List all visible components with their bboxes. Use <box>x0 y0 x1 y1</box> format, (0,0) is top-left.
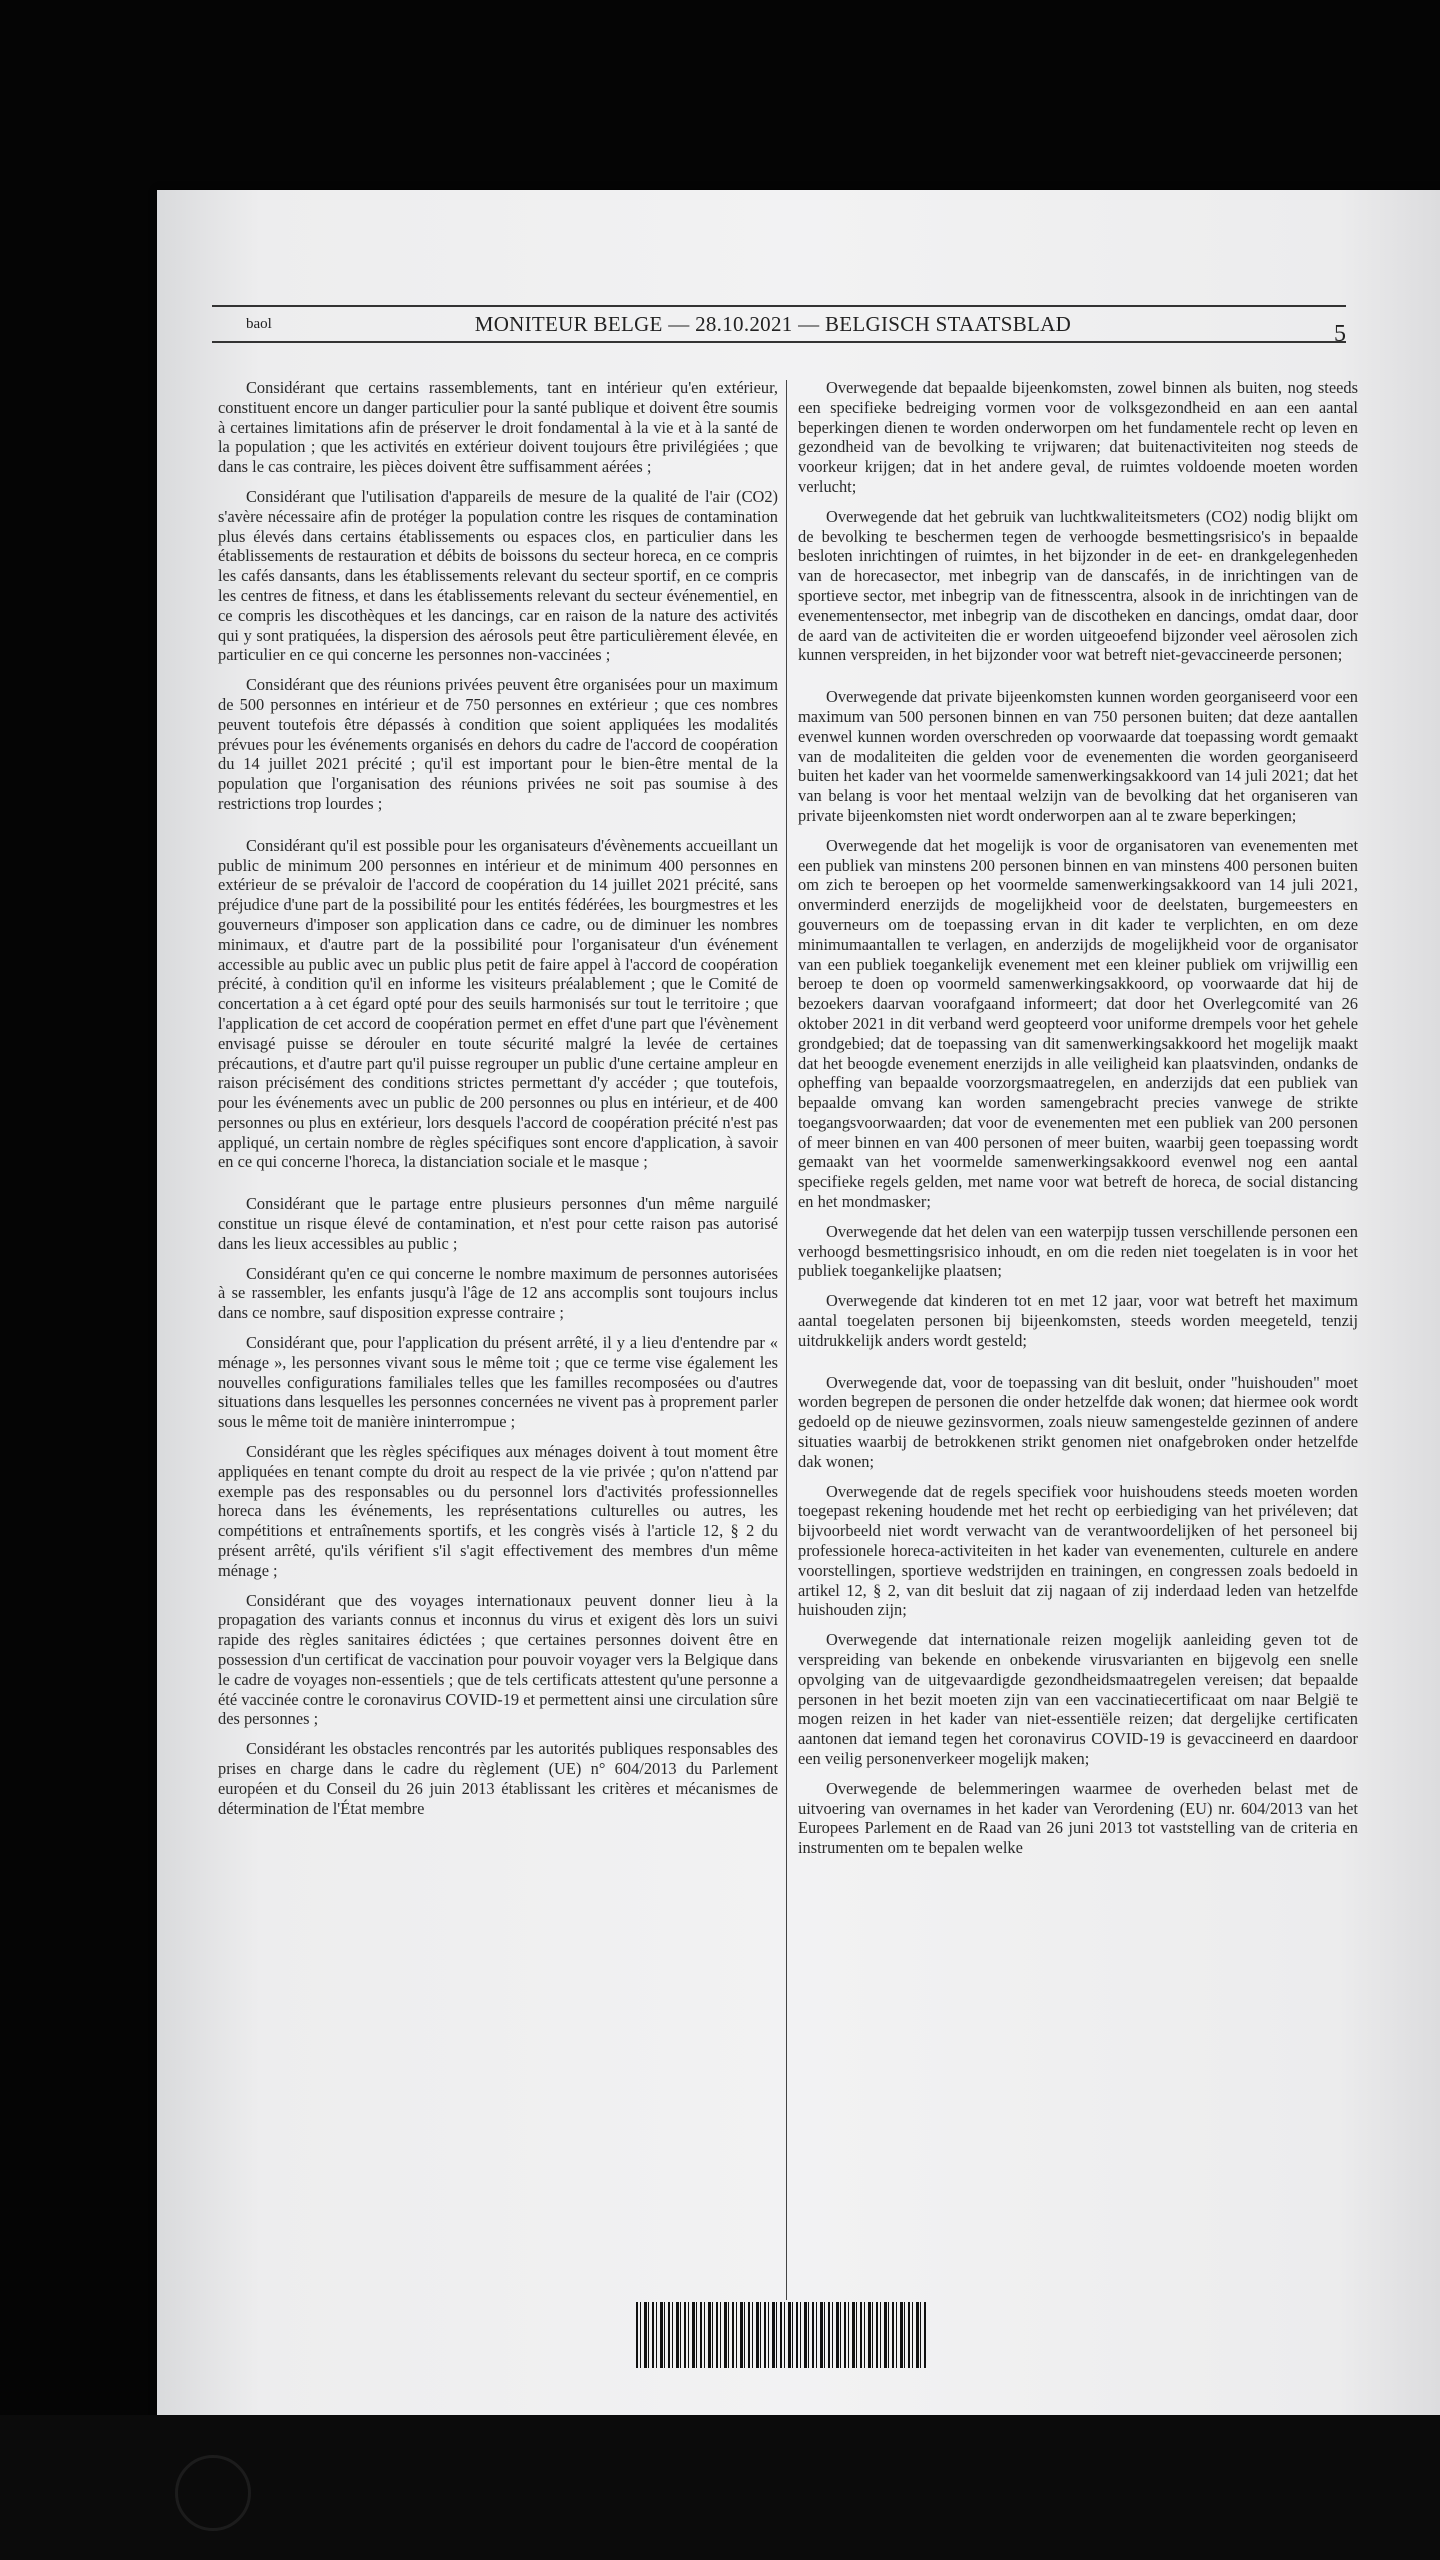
publication-title: MONITEUR BELGE — 28.10.2021 — BELGISCH STAATSBLAD <box>474 311 1072 336</box>
page-number: 5 <box>1334 320 1346 347</box>
fr-paragraph-8: Considérant que les règles spécifiques aux ménages doivent à tout moment être appliquées en tenant compte du droit au respect de la vie privée ; qu'on n'attend par exemple pas des responsables ou du personnel lors d'activités professionnelles horeca dans les événements, les représentations culturelles ou autres, les compétitions et entraînements sportifs, et les congrès visés à l'article 12, § 2 du présent arrêté, qu'ils vérifient s'il s'agit effectivement des membres d'un même ménage ; <box>218 1442 778 1580</box>
fr-paragraph-10: Considérant les obstacles rencontrés par les autorités publiques responsables des prises en charge dans le cadre du règlement (UE) n° 604/2013 du Parlement européen et du Conseil du 26 juin 2013 établissant les critères et mécanismes de détermination de l'État membre <box>218 1739 778 1818</box>
fr-paragraph-5: Considérant que le partage entre plusieurs personnes d'un même narguilé constitue un risque élevé de contamination, et n'est pour cette raison pas autorisé dans les lieux accessibles au public ; <box>218 1194 778 1253</box>
nl-paragraph-9: Overwegende dat internationale reizen mogelijk aanleiding geven tot de verspreiding van bekende en onbekende virusvarianten en bijgevolg een snelle opvolging van de uitgevaardigde gezondheidsmaatregelen vereisen; dat bepaalde personen in het bezit moeten zijn van een vaccinatiecertificaat om naar België te mogen reizen in het kader van niet-essentiële reizen; dat dergelijke certificaten aantonen dat iemand tegen het coronavirus COVID-19 is gevaccineerd en daardoor een veilig personenverkeer mogelijk maken; <box>798 1630 1358 1768</box>
nl-paragraph-8: Overwegende dat de regels specifiek voor huishoudens steeds moeten worden toegepast rekening houdende met het recht op eerbiediging van het privéleven; dat bijvoorbeeld niet wordt verwacht van de verantwoordelijken of het personeel bij professionele horeca-activiteiten in het kader van evenementen, culturele en andere voorstellingen, sportieve wedstrijden en trainingen, en congressen zoals bedoeld in artikel 12, § 2, van dit besluit dat zij nagaan of zij inderdaad leden van hetzelfde huishouden zijn; <box>798 1481 1358 1620</box>
header-left-mark: baol <box>246 315 272 332</box>
fr-paragraph-2: Considérant que l'utilisation d'appareils de mesure de la qualité de l'air (CO2) s'avère nécessaire afin de protéger la population contre les risques de contamination plus élevés dans certains établissements ou espaces clos, en particulier dans les établissements de restauration et débits de boissons du secteur horeca, en ce compris les cafés dansants, dans les établissements relevant du secteur sportif, en ce compris les centres de fitness, et dans les établissements relevant du secteur événementiel, en ce compris les discothèques et les dancings, car en raison de la nature des activités qui y sont pratiquées, la dispersion des aérosols peut être particulièrement élevée, en particulier en ce qui concerne les personnes non-vaccinées ; <box>218 486 778 665</box>
fr-paragraph-1: Considérant que certains rassemblements, tant en intérieur qu'en extérieur, constituent encore un danger particulier pour la santé publique et doivent être soumis à certaines limitations afin de préserver le droit fondamental à la vie et à la santé de la population ; que les activités en extérieur doivent toujours être privilégiées ; que dans le cas contraire, les pièces doivent être suffisamment aérées ; <box>218 378 778 477</box>
home-button-icon <box>175 2455 251 2531</box>
fr-paragraph-4: Considérant qu'il est possible pour les organisateurs d'évènements accueillant un public de minimum 200 personnes en intérieur et de minimum 400 personnes en extérieur de se prévaloir de l'accord de coopération du 14 juillet 2021 précité, sans préjudice d'une part de la possibilité pour les entités fédérées, les bourgmestres et les gouverneurs d'imposer son application dans ce cadre, ou de diminuer les nombres minimaux, et d'autre part de la possibilité pour l'organisateur d'un événement accessible au public avec un public plus petit de faire appel à l'accord de coopération précité, à condition qu'il en informe les visiteurs préalablement ; que le Comité de concertation a à cet égard opté pour des seuils harmonisés sur tout le territoire ; que l'application de cet accord de coopération permet en effet d'une part que l'évènement envisagé puisse se dérouler en toute sécurité malgré la levée de certaines précautions, et d'autre part qu'il puisse regrouper un public d'une certaine ampleur en raison précisément des conditions strictes permettant d'y accéder ; que toutefois, pour les événements avec un public de 200 personnes ou plus en intérieur, et de 400 personnes ou plus en extérieur, lors desquels l'accord de coopération précité n'est pas appliqué, un certain nombre de règles spécifiques sont encore d'application, à savoir en ce qui concerne l'horeca, la distanciation sociale et le masque ; <box>218 835 778 1172</box>
fr-paragraph-7: Considérant que, pour l'application du présent arrêté, il y a lieu d'entendre par « ménage », les personnes vivant sous le même toit ; que ce terme vise également les nouvelles configurations familiales telles que les familles recomposées ou d'autres situations dans lesquelles les personnes concernées ne vivent pas à proprement parler sous le même toit de manière ininterrompue ; <box>218 1333 778 1432</box>
nl-paragraph-3: Overwegende dat private bijeenkomsten kunnen worden georganiseerd voor een maximum van 500 personen binnen en van 750 personen buiten; dat deze aantallen evenwel kunnen worden overschreden op voorwaarde dat toepassing wordt gemaakt van de modaliteiten die gelden voor de evenementen die worden georganiseerd buiten het kader van het voormelde samenwerkingsakkoord van 14 juli 2021; dat het van belang is voor het mentaal welzijn van de bevolking dat het organiseren van private bijeenkomsten niet wordt onderworpen aan al te zware beperkingen; <box>798 687 1358 825</box>
fr-paragraph-3: Considérant que des réunions privées peuvent être organisées pour un maximum de 500 personnes en intérieur et de 750 personnes en extérieur ; que ces nombres peuvent toutefois être dépassés à condition que soient appliquées les modalités prévues pour les événements organisés en dehors du cadre de l'accord de coopération du 14 juillet 2021 précité ; qu'il est important pour le bien-être mental de la population que l'organisation des réunions privées ne soit pas soumise à des restrictions trop lourdes ; <box>218 675 778 813</box>
nl-paragraph-6: Overwegende dat kinderen tot en met 12 jaar, voor wat betreft het maximum aantal toegelaten personen bij bijeenkomsten, steeds worden meegeteld, tenzij uitdrukkelijk anders wordt gesteld; <box>798 1291 1358 1350</box>
column-divider <box>786 380 787 2300</box>
barcode <box>636 2302 928 2368</box>
fr-paragraph-6: Considérant qu'en ce qui concerne le nombre maximum de personnes autorisées à se rassembler, les enfants jusqu'à l'âge de 12 ans accomplis sont toujours inclus dans ce nombre, sauf disposition expresse contraire ; <box>218 1263 778 1323</box>
fr-paragraph-9: Considérant que des voyages internationaux peuvent donner lieu à la propagation des variants connus et inconnus du virus et exigent dès lors un suivi rapide des règles sanitaires édictées ; que certaines personnes doivent être en possession d'un certificat de vaccination pour pouvoir voyager vers la Belgique dans le cadre de voyages non-essentiels ; que de tels certificats attestent qu'une personne a été vaccinée contre le coronavirus COVID-19 et permettent ainsi une circulation sûre des personnes ; <box>218 1590 778 1729</box>
nl-paragraph-5: Overwegende dat het delen van een waterpijp tussen verschillende personen een verhoogd besmettingsrisico inhoudt, en om die reden niet toegelaten is in voor het publiek toegankelijke plaatsen; <box>798 1221 1358 1281</box>
french-column <box>218 378 778 1828</box>
nl-paragraph-2: Overwegende dat het gebruik van luchtkwaliteitsmeters (CO2) nodig blijkt om de bevolking te beschermen tegen de verhoogde besmettingsrisico's in bepaalde besloten inrichtingen of ruimtes, in het bijzonder in de eet- en drankgelegenheden van de horecasector, met inbegrip van de danscafés, in de inrichtingen van de sportieve sector, met inbegrip van de fitnesscentra, alsook in de inrichtingen van de evenementensector, met inbegrip van de discotheken en dancings, omdat daar, door de aard van de activiteiten die er worden uitgeoefend bijzonder veel aërosolen zich kunnen verspreiden, in het bijzonder voor wat betreft niet-gevaccineerde personen; <box>798 506 1358 665</box>
nl-paragraph-4: Overwegende dat het mogelijk is voor de organisatoren van evenementen met een publiek van minstens 200 personen binnen en van minstens 400 personen buiten om zich te beroepen op het voormelde samenwerkingsakkoord van 14 juli 2021, onverminderd enerzijds de mogelijkheid voor de deelstaten, burgemeesters en gouverneurs om de toepassing ervan in dit kader te verplichten, en om deze minimumaantallen te verlagen, en anderzijds de mogelijkheid voor de organisator van een publiek toegankelijk evenement met een kleiner publiek om vrijwillig een beroep te doen op voormeld samenwerkingsakkoord, op voorwaarde dat hij de bezoekers daarvan voorafgaand informeert; dat door het Overlegcomité van 26 oktober 2021 in dit verband werd geopteerd voor uniforme drempels voor het gehele grondgebied; dat de toepassing van dit samenwerkingsakkoord het mogelijk maakt dat het beoogde evenement enerzijds in alle veiligheid kan plaatsvinden, ondanks de opheffing van bepaalde voorzorgsmaatregelen, en anderzijds dat een publiek van bepaalde omvang kan worden samengebracht precies vanwege de strikte toegangsvoorwaarden; dat voor de evenementen met een publiek van 200 personen of meer binnen en van 400 personen of meer buiten, waarbij geen toepassing wordt gemaakt van het voormelde samenwerkingsakkoord evenwel nog een aantal specifieke regels gelden, met name voor wat betreft de horeca, de social distancing en het mondmasker; <box>798 835 1358 1212</box>
dutch-column <box>798 378 1358 1868</box>
nl-paragraph-1: Overwegende dat bepaalde bijeenkomsten, zowel binnen als buiten, nog steeds een specifieke bedreiging vormen voor de volksgezondheid en aan een aantal beperkingen dienen te worden onderworpen om het fundamentele recht op leven en gezondheid van de bevolking te vrijwaren; dat buitenactiviteiten nog steeds de voorkeur krijgen; dat in het andere geval, de ruimtes voldoende moeten worden verlucht; <box>798 378 1358 496</box>
nl-paragraph-7: Overwegende dat, voor de toepassing van dit besluit, onder "huishouden" moet worden begrepen de personen die onder hetzelfde dak wonen; dat hiermee ook wordt gedoeld op de nieuwe gezinsvormen, zoals nieuw samengestelde gezinnen of andere situaties waarbij de betrokkenen strikt genomen niet onafgebroken onder hetzelfde dak wonen; <box>798 1372 1358 1471</box>
nl-paragraph-10: Overwegende de belemmeringen waarmee de overheden belast met de uitvoering van overnames in het kader van Verordening (EU) nr. 604/2013 van het Europees Parlement en de Raad van 26 juni 2013 tot vaststelling van de criteria en instrumenten om te bepalen welke <box>798 1778 1358 1858</box>
page-header <box>212 305 1346 347</box>
